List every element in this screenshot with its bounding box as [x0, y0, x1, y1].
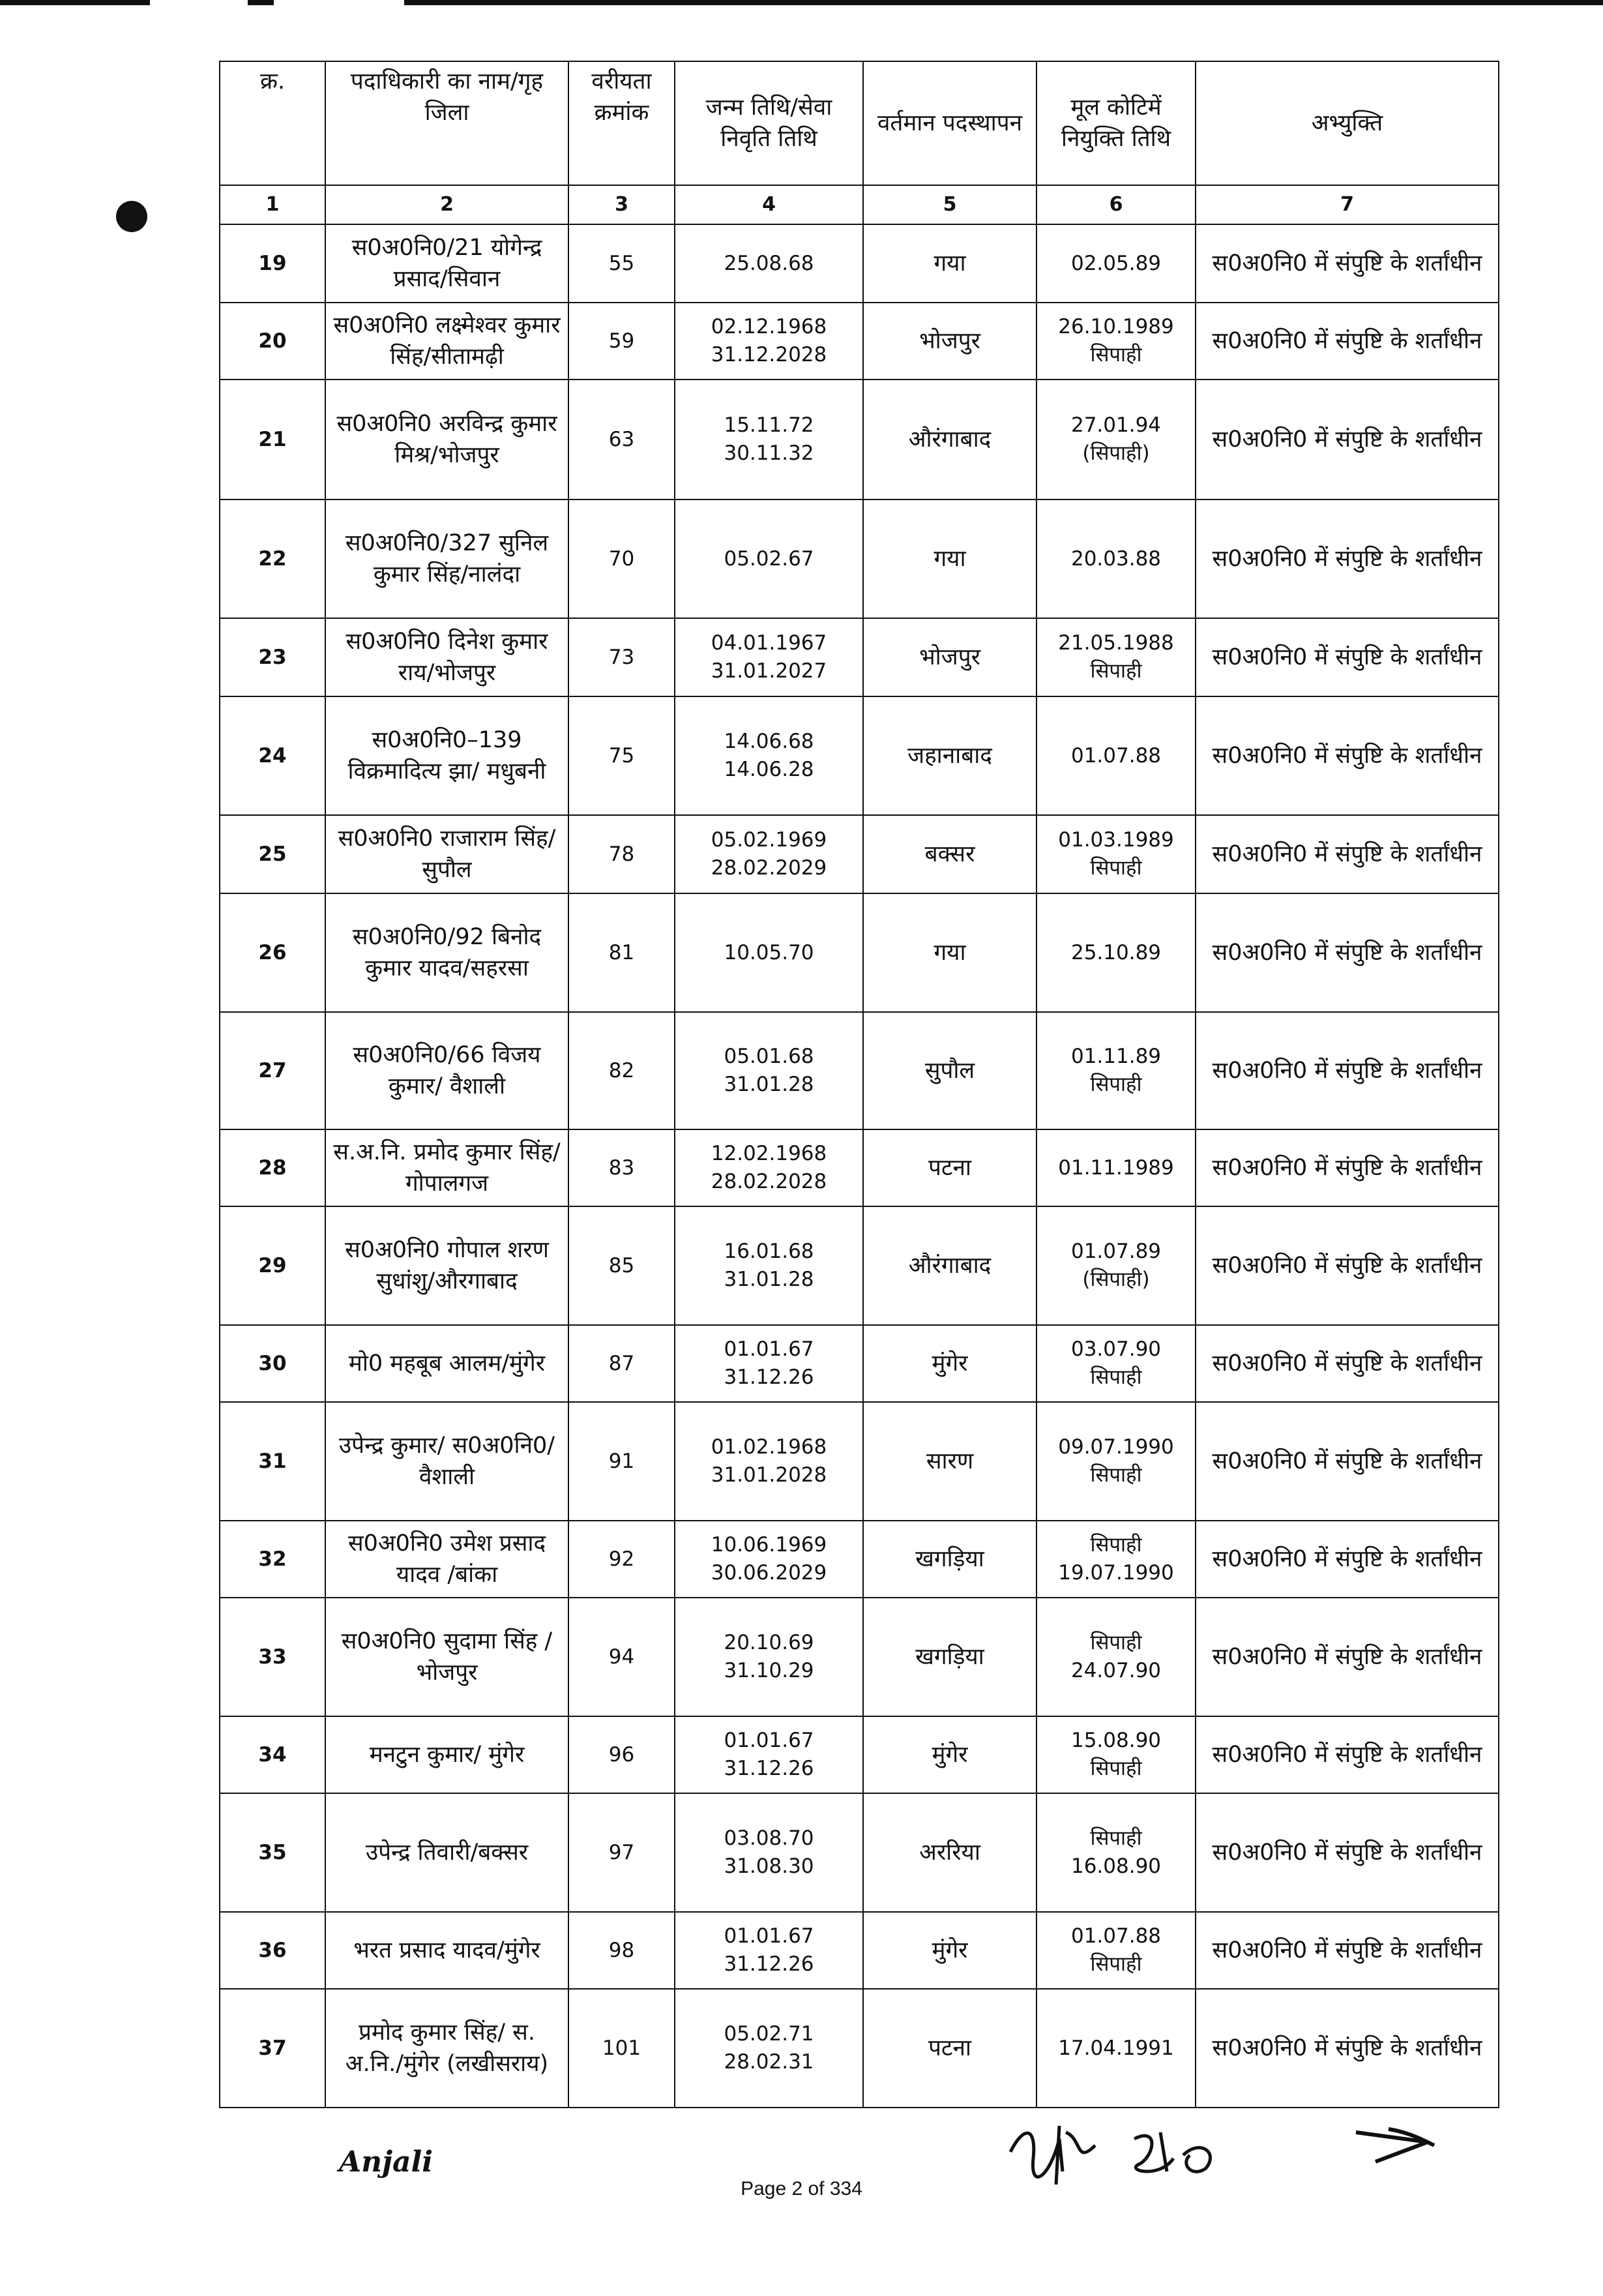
- column-number: 7: [1196, 185, 1499, 224]
- officer-name: उपेन्द्र तिवारी/बक्सर: [325, 1793, 568, 1912]
- header-seniority: वरीयता क्रमांक: [568, 61, 675, 185]
- current-posting: गया: [863, 499, 1037, 618]
- serial-number: 23: [220, 618, 325, 696]
- handwritten-name: Anjali: [339, 2145, 433, 2179]
- appointment-line-2: सिपाही: [1090, 343, 1142, 366]
- appointment-cell: [1037, 815, 1196, 893]
- officer-name: मनटुन कुमार/ मुंगेर: [325, 1716, 568, 1793]
- remark: स0अ0नि0 में संपुष्टि के शर्तांधीन: [1196, 618, 1499, 696]
- appointment-line-1: सिपाही: [1090, 1826, 1142, 1851]
- remark: स0अ0नि0 में संपुष्टि के शर्तांधीन: [1196, 1012, 1499, 1129]
- appointment-line-1: 25.10.89: [1070, 940, 1162, 964]
- retirement-date: 31.12.26: [724, 1952, 814, 1976]
- retirement-date: 31.01.28: [724, 1268, 814, 1291]
- table-row: [220, 1521, 1499, 1598]
- appointment-cell: [1037, 1206, 1196, 1325]
- table-row: [220, 1989, 1499, 2108]
- seniority-number: 81: [568, 893, 675, 1012]
- remark: स0अ0नि0 में संपुष्टि के शर्तांधीन: [1196, 1402, 1499, 1521]
- table-row: [220, 499, 1499, 618]
- seniority-number: 83: [568, 1129, 675, 1206]
- appointment-line-2: 24.07.90: [1070, 1659, 1162, 1682]
- retirement-date: 14.06.28: [724, 758, 814, 781]
- seniority-number: 70: [568, 499, 675, 618]
- header-dates: जन्म तिथि/सेवा निवृति तिथि: [675, 61, 863, 185]
- appointment-line-1: 01.11.1989: [1058, 1155, 1174, 1180]
- header-appointment: मूल कोटिमें नियुक्ति तिथि: [1037, 61, 1196, 185]
- appointment-line-1: 02.05.89: [1070, 251, 1162, 275]
- appointment-line-2: 19.07.1990: [1058, 1561, 1174, 1585]
- signature-mark-3: [1349, 2119, 1447, 2171]
- officer-roster-table: [219, 61, 1499, 2108]
- dates-cell: [675, 224, 863, 303]
- birth-date: 16.01.68: [724, 1240, 814, 1264]
- seniority-number: 98: [568, 1912, 675, 1989]
- remark: स0अ0नि0 में संपुष्टि के शर्तांधीन: [1196, 1716, 1499, 1793]
- current-posting: मुंगेर: [863, 1325, 1037, 1402]
- seniority-number: 85: [568, 1206, 675, 1325]
- retirement-date: 28.02.31: [724, 2050, 814, 2074]
- birth-date: 01.01.67: [724, 1924, 814, 1948]
- dates-cell: [675, 1989, 863, 2108]
- birth-date: 25.08.68: [724, 251, 814, 275]
- remark: स0अ0नि0 में संपुष्टि के शर्तांधीन: [1196, 1793, 1499, 1912]
- appointment-cell: [1037, 1598, 1196, 1716]
- top-edge-bar: [248, 0, 274, 5]
- officer-name: स0अ0नि0 अरविन्द्र कुमार मिश्र/भोजपुर: [325, 380, 568, 499]
- birth-date: 20.10.69: [724, 1631, 814, 1655]
- birth-date: 01.02.1968: [711, 1435, 827, 1459]
- table-row: [220, 224, 1499, 303]
- table-row: [220, 1129, 1499, 1206]
- current-posting: औरंगाबाद: [863, 380, 1037, 499]
- birth-date: 05.02.67: [724, 546, 814, 571]
- table-row: [220, 1912, 1499, 1989]
- serial-number: 26: [220, 893, 325, 1012]
- officer-name: स0अ0नि0 लक्ष्मेश्वर कुमार सिंह/सीतामढ़ी: [325, 303, 568, 380]
- appointment-line-1: 15.08.90: [1070, 1729, 1162, 1753]
- column-number: 1: [220, 185, 325, 224]
- remark: स0अ0नि0 में संपुष्टि के शर्तांधीन: [1196, 1989, 1499, 2108]
- current-posting: गया: [863, 224, 1037, 303]
- retirement-date: 31.08.30: [724, 1855, 814, 1878]
- appointment-cell: [1037, 1521, 1196, 1598]
- seniority-number: 94: [568, 1598, 675, 1716]
- birth-date: 01.01.67: [724, 1337, 814, 1362]
- dates-cell: [675, 1598, 863, 1716]
- remark: स0अ0नि0 में संपुष्टि के शर्तांधीन: [1196, 1598, 1499, 1716]
- column-number: 5: [863, 185, 1037, 224]
- table-row: [220, 380, 1499, 499]
- appointment-cell: [1037, 224, 1196, 303]
- retirement-date: 31.01.28: [724, 1073, 814, 1096]
- appointment-cell: [1037, 1402, 1196, 1521]
- officer-name: स0अ0नि0 दिनेश कुमार राय/भोजपुर: [325, 618, 568, 696]
- dates-cell: [675, 1402, 863, 1521]
- appointment-line-1: 01.07.88: [1070, 1924, 1162, 1948]
- remark: स0अ0नि0 में संपुष्टि के शर्तांधीन: [1196, 1521, 1499, 1598]
- column-number: 4: [675, 185, 863, 224]
- top-edge-bar: [404, 0, 1603, 5]
- seniority-number: 96: [568, 1716, 675, 1793]
- appointment-line-2: सिपाही: [1090, 1365, 1142, 1389]
- officer-name: स0अ0नि0 उमेश प्रसाद यादव /बांका: [325, 1521, 568, 1598]
- remark: स0अ0नि0 में संपुष्टि के शर्तांधीन: [1196, 303, 1499, 380]
- serial-number: 24: [220, 696, 325, 815]
- dates-cell: [675, 380, 863, 499]
- seniority-number: 91: [568, 1402, 675, 1521]
- table-row: [220, 696, 1499, 815]
- serial-number: 29: [220, 1206, 325, 1325]
- serial-number: 30: [220, 1325, 325, 1402]
- table-row: [220, 1716, 1499, 1793]
- retirement-date: 31.12.2028: [711, 343, 827, 366]
- serial-number: 32: [220, 1521, 325, 1598]
- dates-cell: [675, 1716, 863, 1793]
- table-row: [220, 1793, 1499, 1912]
- dates-cell: [675, 1129, 863, 1206]
- serial-number: 25: [220, 815, 325, 893]
- current-posting: सुपौल: [863, 1012, 1037, 1129]
- seniority-number: 63: [568, 380, 675, 499]
- birth-date: 05.02.1969: [711, 828, 827, 852]
- column-number: 3: [568, 185, 675, 224]
- remark: स0अ0नि0 में संपुष्टि के शर्तांधीन: [1196, 1325, 1499, 1402]
- birth-date: 04.01.1967: [711, 631, 827, 655]
- officer-name: स0अ0नि0 राजाराम सिंह/सुपौल: [325, 815, 568, 893]
- table-row: [220, 618, 1499, 696]
- signature-mark-2: [1121, 2119, 1232, 2184]
- officer-name: स0अ0नि0–139 विक्रमादित्य झा/ मधुबनी: [325, 696, 568, 815]
- officer-name: मो0 महबूब आलम/मुंगेर: [325, 1325, 568, 1402]
- seniority-number: 75: [568, 696, 675, 815]
- appointment-line-1: 27.01.94: [1070, 413, 1162, 438]
- dates-cell: [675, 696, 863, 815]
- officer-name: स0अ0नि0/66 विजय कुमार/ वैशाली: [325, 1012, 568, 1129]
- appointment-cell: [1037, 1716, 1196, 1793]
- seniority-number: 97: [568, 1793, 675, 1912]
- appointment-line-2: सिपाही: [1090, 1757, 1142, 1780]
- birth-date: 14.06.68: [724, 730, 814, 754]
- serial-number: 20: [220, 303, 325, 380]
- current-posting: अररिया: [863, 1793, 1037, 1912]
- page-number: Page 2 of 334: [741, 2178, 862, 2199]
- dates-cell: [675, 1325, 863, 1402]
- current-posting: भोजपुर: [863, 618, 1037, 696]
- current-posting: पटना: [863, 1989, 1037, 2108]
- appointment-line-2: सिपाही: [1090, 856, 1142, 880]
- appointment-cell: [1037, 618, 1196, 696]
- appointment-line-1: 09.07.1990: [1058, 1435, 1174, 1459]
- current-posting: औरंगाबाद: [863, 1206, 1037, 1325]
- appointment-line-1: 01.07.88: [1070, 743, 1162, 768]
- officer-name: स0अ0नि0/92 बिनोद कुमार यादव/सहरसा: [325, 893, 568, 1012]
- dates-cell: [675, 815, 863, 893]
- serial-number: 28: [220, 1129, 325, 1206]
- current-posting: खगड़िया: [863, 1598, 1037, 1716]
- appointment-line-1: 17.04.1991: [1058, 2036, 1174, 2060]
- remark: स0अ0नि0 में संपुष्टि के शर्तांधीन: [1196, 815, 1499, 893]
- appointment-line-1: 03.07.90: [1070, 1337, 1162, 1362]
- retirement-date: 31.12.26: [724, 1757, 814, 1780]
- binder-hole-dot: [116, 201, 147, 232]
- retirement-date: 31.01.2028: [711, 1463, 827, 1487]
- birth-date: 01.01.67: [724, 1729, 814, 1753]
- appointment-line-2: सिपाही: [1090, 1073, 1142, 1096]
- appointment-cell: [1037, 696, 1196, 815]
- appointment-line-2: सिपाही: [1090, 1952, 1142, 1976]
- column-number: 2: [325, 185, 568, 224]
- header-name: पदाधिकारी का नाम/गृह जिला: [325, 61, 568, 185]
- officer-name: स0अ0नि0/327 सुनिल कुमार सिंह/नालंदा: [325, 499, 568, 618]
- serial-number: 31: [220, 1402, 325, 1521]
- roster-body: [220, 224, 1499, 2108]
- header-serial: क्र.: [220, 61, 325, 185]
- appointment-cell: [1037, 499, 1196, 618]
- retirement-date: 28.02.2029: [711, 856, 827, 880]
- retirement-date: 28.02.2028: [711, 1170, 827, 1193]
- dates-cell: [675, 1521, 863, 1598]
- appointment-line-1: सिपाही: [1090, 1533, 1142, 1557]
- table-row: [220, 815, 1499, 893]
- header-posting: वर्तमान पदस्थापन: [863, 61, 1037, 185]
- dates-cell: [675, 499, 863, 618]
- current-posting: सारण: [863, 1402, 1037, 1521]
- appointment-line-2: सिपाही: [1090, 1463, 1142, 1487]
- appointment-cell: [1037, 380, 1196, 499]
- serial-number: 35: [220, 1793, 325, 1912]
- table-row: [220, 1206, 1499, 1325]
- retirement-date: 30.06.2029: [711, 1561, 827, 1585]
- officer-name: स0अ0नि0 गोपाल शरण सुधांशु/औरगाबाद: [325, 1206, 568, 1325]
- appointment-cell: [1037, 1325, 1196, 1402]
- birth-date: 12.02.1968: [711, 1142, 827, 1166]
- officer-name: स.अ.नि. प्रमोद कुमार सिंह/ गोपालगज: [325, 1129, 568, 1206]
- seniority-number: 87: [568, 1325, 675, 1402]
- officer-name: प्रमोद कुमार सिंह/ स. अ.नि./मुंगेर (लखीसराय): [325, 1989, 568, 2108]
- serial-number: 22: [220, 499, 325, 618]
- seniority-number: 55: [568, 224, 675, 303]
- seniority-number: 101: [568, 1989, 675, 2108]
- appointment-cell: [1037, 1989, 1196, 2108]
- column-number: 6: [1037, 185, 1196, 224]
- table-row: [220, 303, 1499, 380]
- serial-number: 36: [220, 1912, 325, 1989]
- birth-date: 05.02.71: [724, 2022, 814, 2046]
- remark: स0अ0नि0 में संपुष्टि के शर्तांधीन: [1196, 696, 1499, 815]
- appointment-cell: [1037, 1912, 1196, 1989]
- remark: स0अ0नि0 में संपुष्टि के शर्तांधीन: [1196, 893, 1499, 1012]
- table-row: [220, 1598, 1499, 1716]
- current-posting: खगड़िया: [863, 1521, 1037, 1598]
- current-posting: भोजपुर: [863, 303, 1037, 380]
- header-row: [220, 61, 1499, 185]
- birth-date: 10.05.70: [724, 940, 814, 964]
- birth-date: 02.12.1968: [711, 315, 827, 339]
- table-row: [220, 1402, 1499, 1521]
- remark: स0अ0नि0 में संपुष्टि के शर्तांधीन: [1196, 380, 1499, 499]
- seniority-number: 59: [568, 303, 675, 380]
- remark: स0अ0नि0 में संपुष्टि के शर्तांधीन: [1196, 499, 1499, 618]
- retirement-date: 31.12.26: [724, 1365, 814, 1389]
- seniority-number: 92: [568, 1521, 675, 1598]
- appointment-line-1: 01.11.89: [1070, 1045, 1162, 1069]
- seniority-number: 78: [568, 815, 675, 893]
- serial-number: 27: [220, 1012, 325, 1129]
- retirement-date: 31.10.29: [724, 1659, 814, 1682]
- serial-number: 19: [220, 224, 325, 303]
- appointment-line-1: 21.05.1988: [1058, 631, 1174, 655]
- birth-date: 03.08.70: [724, 1826, 814, 1851]
- dates-cell: [675, 303, 863, 380]
- birth-date: 10.06.1969: [711, 1533, 827, 1557]
- appointment-line-2: सिपाही: [1090, 659, 1142, 683]
- dates-cell: [675, 893, 863, 1012]
- table-row: [220, 1325, 1499, 1402]
- appointment-line-1: 20.03.88: [1070, 546, 1162, 571]
- appointment-cell: [1037, 1012, 1196, 1129]
- officer-name: भरत प्रसाद यादव/मुंगेर: [325, 1912, 568, 1989]
- appointment-line-1: 01.03.1989: [1058, 828, 1174, 852]
- dates-cell: [675, 1912, 863, 1989]
- remark: स0अ0नि0 में संपुष्टि के शर्तांधीन: [1196, 224, 1499, 303]
- dates-cell: [675, 1206, 863, 1325]
- birth-date: 15.11.72: [724, 413, 814, 438]
- seniority-number: 82: [568, 1012, 675, 1129]
- top-edge-bar: [0, 0, 150, 5]
- birth-date: 05.01.68: [724, 1045, 814, 1069]
- remark: स0अ0नि0 में संपुष्टि के शर्तांधीन: [1196, 1129, 1499, 1206]
- appointment-cell: [1037, 893, 1196, 1012]
- serial-number: 33: [220, 1598, 325, 1716]
- appointment-line-2: (सिपाही): [1082, 1268, 1150, 1291]
- table-row: [220, 1012, 1499, 1129]
- seniority-number: 73: [568, 618, 675, 696]
- header-remark: अभ्युक्ति: [1196, 61, 1499, 185]
- remark: स0अ0नि0 में संपुष्टि के शर्तांधीन: [1196, 1206, 1499, 1325]
- retirement-date: 31.01.2027: [711, 659, 827, 683]
- current-posting: जहानाबाद: [863, 696, 1037, 815]
- appointment-line-2: (सिपाही): [1082, 441, 1150, 465]
- signature-mark-1: [997, 2113, 1115, 2191]
- serial-number: 37: [220, 1989, 325, 2108]
- current-posting: गया: [863, 893, 1037, 1012]
- officer-name: स0अ0नि0/21 योगेन्द्र प्रसाद/सिवान: [325, 224, 568, 303]
- appointment-cell: [1037, 1129, 1196, 1206]
- dates-cell: [675, 1793, 863, 1912]
- appointment-line-1: 26.10.1989: [1058, 315, 1174, 339]
- appointment-line-1: सिपाही: [1090, 1631, 1142, 1655]
- appointment-cell: [1037, 1793, 1196, 1912]
- current-posting: बक्सर: [863, 815, 1037, 893]
- current-posting: मुंगेर: [863, 1716, 1037, 1793]
- serial-number: 21: [220, 380, 325, 499]
- appointment-line-1: 01.07.89: [1070, 1240, 1162, 1264]
- dates-cell: [675, 618, 863, 696]
- table-row: [220, 893, 1499, 1012]
- dates-cell: [675, 1012, 863, 1129]
- serial-number: 34: [220, 1716, 325, 1793]
- remark: स0अ0नि0 में संपुष्टि के शर्तांधीन: [1196, 1912, 1499, 1989]
- current-posting: पटना: [863, 1129, 1037, 1206]
- retirement-date: 30.11.32: [724, 441, 814, 465]
- column-number-row: [220, 185, 1499, 224]
- current-posting: मुंगेर: [863, 1912, 1037, 1989]
- officer-name: उपेन्द्र कुमार/ स0अ0नि0/ वैशाली: [325, 1402, 568, 1521]
- appointment-cell: [1037, 303, 1196, 380]
- officer-name: स0अ0नि0 सुदामा सिंह /भोजपुर: [325, 1598, 568, 1716]
- appointment-line-2: 16.08.90: [1070, 1855, 1162, 1878]
